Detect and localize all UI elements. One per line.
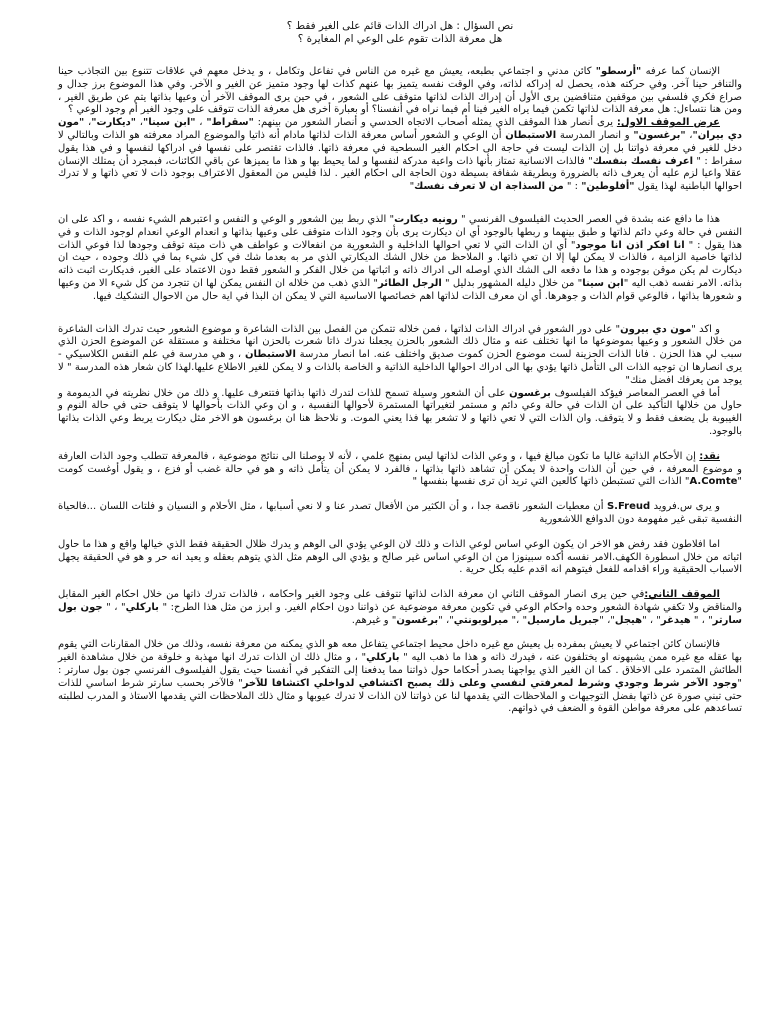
section-heading xyxy=(617,117,720,128)
text-run: على أن الشعور وسيلة تسمح للذات لتدرك ذاتها بذاتها فتتعرف عليها. و ذلك من خلال نظريته في الديمومة و حاول من خلالها التأكيد على ان الذات في حالة وعي دائم و مستمر لتغيراتها المستمرة لأحوالها النفسية ، و ان وعي الذات بأحوالها لا يتوقف حتى في حالة النوم و الغيبوبة بل يضعف فقط و لا يتوقف. وان الذات التي لا تعي ذاتها و لا تشعر بها فذا يعني الموت. و نلاحظ هنا ان برغسون هو الاخر مثل ديكارت يربط وعي الذات بذاتها بالوجود. xyxy=(58,387,742,437)
text-run: "، " xyxy=(599,614,615,626)
text-run: "، " xyxy=(438,614,454,626)
section-heading xyxy=(644,589,720,600)
emphasis-text: جون بول سارتر xyxy=(58,601,742,626)
emphasis-text: "مون دي بيران" xyxy=(58,117,743,141)
text-run: " فالآخر بحسب سارتر شرط اساسي للذات حتى تبني صورة عن ذاتها بفضل التوجيهات و الملاحظات التي يقدمها لنا عن ذواتنا لان الذات لا تدرك عيوبها و مثال ذلك الملاحظات التي يقدمها الاستاذ و المدرب لطلبته تساعدهم على معرفة مواطن القوة و الضعف في ذواتهم. xyxy=(58,677,742,715)
text-run: ، و هي مدرسة في علم النفس الكلاسيكي - يرى انصارها ان توجيه الذات الى التأمل ذاتها يؤدي بها الى ادراك احوالها الداخلية الذاتية و الخاصة بالذات و لا يمكن للغير الاطلاع عليها.لهذا كان شعار هذه المدرسة " لا يوجد من يعرفك افضل منك" xyxy=(58,349,742,386)
emphasis-text: اعرف نفسك بنفسك xyxy=(592,155,694,167)
emphasis-text: "أرسطو" xyxy=(595,66,642,77)
text-run: في حين يرى انصار الموقف الثاني ان معرفة الذات لذاتها تتوقف على وجود الغير واحكامه ، فالذات تدرك ذاتها من خلال احكام الغير المقابل والمناقض ولا تكفي شهادة الشعور وحده واحكام الوعي في تكوين معرفة موضوعية عن ذواتنا دون احكام الغير. و ابرز من مثل هذا الطرح: " xyxy=(58,589,742,613)
emphasis-text: انا افكر اذن انا موجود xyxy=(575,239,685,251)
text-run: " و غيرهم. xyxy=(351,614,397,626)
text-run: " ، " xyxy=(690,614,713,626)
text-run: ، xyxy=(84,117,92,129)
question-title: نص السؤال : هل ادراك الذات قائم على الغير فقط ؟ xyxy=(286,20,514,32)
text-run: : " xyxy=(563,181,582,193)
first-position-paragraph xyxy=(58,117,742,194)
text-run: ، xyxy=(195,117,207,129)
text-run: " من خلال دليله المشهور بدليل " xyxy=(441,277,583,289)
text-run: " xyxy=(409,181,415,193)
emphasis-text: هيجل xyxy=(614,614,643,626)
emphasis-text: باركلي xyxy=(366,652,400,664)
text-run: إن الأحكام الذاتية غالبا ما تكون مبالغ فيها ، و وعي الذات لذاتها ليس بمنهج علمي ، لأنه لا يوصلنا الى نتائج موضوعية ، فالمعرفة تتطلب وجود الذات العارفة و موضوع المعرفة ، في حين أن الذات واحدة لا يمكن أن تشاهد ذاتها بذاتها ، فالفرد لا يمكن أن يتأمل ذاته و هو في حالة غضب أو فزع ، و يقول أوغست كومت " xyxy=(58,450,742,488)
text-run: " ، و مثال ذلك ان الذات تدرك انها مهذبة و خلوقة من خلال مشاهدة الغير الطائش المتمرد على الاخلاق . كما ان الغير الذي يواجهنا يصدر أحكاما حول ذواتنا مما يدفعنا إلى التفكير في أنفسنا حيث يقول الفيلسوف الفرنسي جون بول سارتر : " xyxy=(58,652,743,689)
text-run: " ، " xyxy=(102,601,126,613)
emphasis-text: نقد: xyxy=(699,450,720,462)
descartes-paragraph xyxy=(58,214,742,304)
section-heading xyxy=(699,451,720,462)
emphasis-text: من السذاجة ان لا تعرف نفسك xyxy=(414,181,564,193)
bergson-paragraph xyxy=(58,388,742,439)
emphasis-text: برغسون xyxy=(509,387,551,399)
text-run: هذا ما دافع عنه بشدة في العصر الحديث الفيلسوف الفرنسي " xyxy=(457,213,720,225)
emphasis-text: وجود الآخر شرط وجودي وشرط لمعرفتي لنفسي وعلى ذلك يصبح اكتشافي لدواخلي اكتشافا للآخر xyxy=(242,677,738,689)
emphasis-text: "ديكارت" xyxy=(91,117,136,129)
text-run: " الذي ربط بين الشعور و الوعي و النفس و اعتبرهم الشيء نفسه ، و اكد على ان النفس في حالة وعي دائم لذاتها و طبق بينهما و ربطها بالوجود أي ان ديكارت يرى بأن وجود الذات متوقف على وعيها بذاتها و انعدام الوعي انعدام لوجود الذات و في هذا يقول : " xyxy=(58,213,743,251)
emphasis-text: مون دي بيرون xyxy=(620,323,692,335)
text-run: " الذي ذهب من خلاله ان النفس يمكن لها ان تتجرد من كل شيء الا من وعيها و شعورها بذاتها ، فالوعي قوام الذات و جوهرها. أي ان معرف الذات لذاتها اهم خصائصها الاساسية التي لا يمكن ان البذا في اية حال من الاحوال التشكيك فيها. xyxy=(58,277,742,302)
text-run: ، xyxy=(135,117,143,129)
emphasis-text: هيدغر xyxy=(660,614,691,626)
emphasis-text: برغسون xyxy=(396,614,439,626)
emphasis-text: "أفلوطين" xyxy=(581,181,635,193)
freud-paragraph xyxy=(58,501,742,527)
text-run: " أي ان الذات التي لا تعي احوالها الداخلية و الشعورية من انفعالات و عواطف هي ذات ميتة توقف وجودها لذا فوعي الذات لذاتها خاصية الزامية ، فالذات لا يمكن لها إلا ان تعي ذاتها. و الملاحظ من خلال الشك الديكارتي الذي مر به بعدما شك في كل شيء بما في ذلك وجوده ، حيث ان ديكارت لم يكن موقن بوجوده و هذا ما دفعه الى الشك الذي اوصله الى ادراك ذاته و اثباتها من خلال الفكر و الشعور فقط دون الاعتماد على الغير، فديكارت اثبت ذاته بذاته. الامر نفسه ذهب اليه " xyxy=(58,239,743,289)
emphasis-text: ابن سينا xyxy=(582,277,624,289)
text-run: الإنسان كما عرفه xyxy=(641,66,720,77)
emphasis-text: "ابن سينا" xyxy=(143,117,196,129)
emphasis-text: باركلي xyxy=(125,601,159,613)
emphasis-text: S.Freud xyxy=(606,501,651,513)
text-run: يرى أنصار هذا الموقف الذي يمثله أصحاب الاتجاه الحدسي و أنصار الشعور من بينهم: xyxy=(253,117,617,129)
emphasis-text: ميرلوبونتي xyxy=(453,614,509,626)
emphasis-text: الاستبطان xyxy=(244,349,296,361)
text-run: اما افلاطون فقد رفض هو الاخر ان يكون الوعي اساس لوعي الذات و ذلك لان الوعي يؤدي الى الوهم و يدرك ظلال الحقيقة فقط الذي خيالها واقع و هذا ما حاول اثباته من خلال اسطورة الكهف.الامر نفسه أكده سبينوزا من ان الوعي اساس غير صالح و يؤدي الى الوهم مثل الذي يتوهم بعقله و يعيد انه حر و هو في الحقيقة يجهل الاسباب الحقيقية وراء اقدامه للفعل فيتوهم انه اقدم عليه بكل حرية . xyxy=(58,538,742,576)
second-position-paragraph xyxy=(58,589,742,627)
text-run: " ،" xyxy=(508,614,528,626)
emphasis-text: "سقراط" xyxy=(206,117,254,129)
emphasis-text: A.Comte xyxy=(689,476,738,488)
text-run: و اكد " xyxy=(691,323,721,335)
social-being-paragraph xyxy=(58,639,742,716)
intro-paragraph xyxy=(58,66,742,117)
emphasis-text: الموقف الثاني: xyxy=(644,589,720,601)
emphasis-text: "برغسون" xyxy=(633,129,686,141)
plato-paragraph xyxy=(58,539,742,577)
text-run: " على دور الشعور في ادراك الذات لذاتها ، فمن خلاله تتمكن من الفصل بين الذات الشاعرة و موضوع الشعور حيث تدرك الذات الشاعرة من خلال الشعور و وعيها بموضوعها ما انها تختلف عنه و مثال ذلك الشعور بالحزن يجعلنا ندرك ذاتا شعرت بالحزن انها مختلفة و مستقلة عن الموضوع الحزن الذي سبب لي هذا الحزن . فانا الذات الحزينة لست موضوع الحزن كموت صديق واختلف عنه. اما انصار مدرسة xyxy=(58,323,742,361)
text-run: أن معطيات الشعور ناقصة جدا ، و أن الكثير من الأفعال تصدر عنا و لا نعي أسبابها ، مثل الأحلام و النسيان و فلتات اللسان ...فالحياة النفسية تبقى غير مفهومة دون الدوافع اللاشعورية xyxy=(58,501,742,525)
text-run: أما في العصر المعاصر فيؤكد الفيلسوف xyxy=(550,387,720,399)
emphasis-text: عرض الموقف الاول: xyxy=(616,117,720,129)
text-run: فالإنسان كائن اجتماعي لا يعيش بمفرده بل يعيش مع غيره داخل محيط اجتماعي يتفاعل معه هو الذي يمكنه من معرفة نفسه، وذلك من خلال المقارنات التي يقوم بها عقله مع غيره ممن يشبهونه او يختلفون عنه ، فيدرك ذاته و هذا ما ذهب اليه " xyxy=(58,639,742,664)
text-run: ، xyxy=(685,129,693,141)
text-run: كائن مدني و اجتماعي بطبعه، يعيش مع غيره من الناس في تفاعل وتكامل ، و يدخل معهم في علاقات تتنوع بين التجاذب حينا والتنافر حينا آخر. وفي حركته هذه، يحصل له إدراكه لذاته، وفي الوقت نفسه يتميز بها عنهم كذات لها وجود متميز عن الغير و الآخر. وفي هذا الموضوع برز جدال و صراع فكري فلسفي بين موقفين متناقضين يرى الأول أن إدراك الذات لذاتها متوقف على الشعور ، في حين يرى الموقف الآخر أن وعيها بذاتها يتم عن طريق الغير ، ومن هنا نتساءل: هل معرفة الذات لذاتها تكمن فيما يراه الغير فينا أم فيما نراه في أنفسنا؟ أو بعبارة أخرى هل معرفة الذات تتوقف على وجود الغير أم وجود الوعي ؟ xyxy=(58,66,742,116)
text-run: و انصار المدرسة xyxy=(556,129,634,141)
text-run: أن الوعي و الشعور أساس معرفة الذات لذاتها مادام أنه ذاتيا والموضوع المراد معرفته هو الذات وبالتالي لا دخل للغير في معرفة ذواتنا بل إن الذات ليست في حاجة الى احكام الغير السطحية في معرفة ذاتها. فالذات تقتصر على نفسها في ادراكها لنفسها و في هذا يقول سقراط : " xyxy=(58,129,742,167)
emphasis-text: جبريل مارسيل xyxy=(527,614,600,626)
text-run: " فالذات الانسانية تمتاز بأنها ذات واعية مدركة لنفسها و لما يحيط بها و هذا ما يميزها عن باقي الكائنات، فبمجرد أن يمتلك الإنسان عقلا واعيا لزم عليه أن يعرف ذاته بالضرورة وبطريقة شفافة بسيطة دون الحاجة الى احكام الغير . لذا فليس من المعقول الاعتراف بوجود ذات لا تعي ذاتها و لا تدرك احوالها الباطنية لهذا يقول xyxy=(58,155,742,193)
question-subtitle: هل معرفة الذات تقوم على الوعي ام المغايرة ؟ xyxy=(297,33,503,45)
emphasis-text: رونيه ديكارت xyxy=(394,213,458,225)
text-run: " الذات التي تستبطن ذاتها كالعين التي تريد أن ترى نفسها بنفسها " xyxy=(412,476,690,488)
text-run: " ، " xyxy=(642,614,661,626)
maine-de-biran-paragraph xyxy=(58,324,742,388)
text-run: و يرى س.فرويد xyxy=(650,501,720,513)
critique-paragraph xyxy=(58,451,742,489)
emphasis-text: الاستبطان xyxy=(505,129,557,141)
emphasis-text: الرجل الطائر xyxy=(378,277,442,289)
